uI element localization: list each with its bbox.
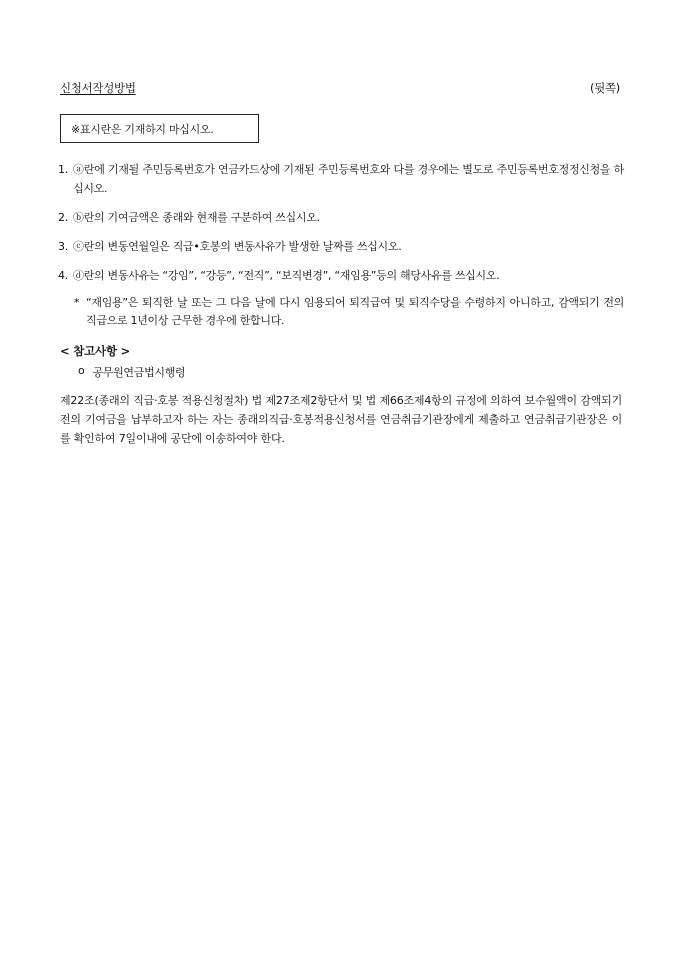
footnote-text: “재임용”은 퇴직한 날 또는 그 다음 날에 다시 임용되어 퇴직급여 및 퇴직수당을 수령하지 아니하고, 감액되기 전의 직급으로 1년이상 근무한 경우에 한합니다. (86, 296, 624, 327)
reference-law-line (78, 364, 185, 380)
notice-box (60, 114, 259, 143)
instruction-number: 3. (58, 240, 68, 253)
page-title: 신청서작성방법 (60, 81, 136, 95)
footnote-mark: * (74, 296, 80, 309)
reference-law-title: 공무원연금법시행령 (92, 366, 186, 379)
instruction-number: 2. (58, 211, 68, 224)
instruction-item (58, 266, 624, 285)
instruction-text: ⓑ란의 기여금액은 종래와 현재를 구분하여 쓰십시오. (73, 211, 320, 224)
reference-body: 제22조(종래의 직급·호봉 적용신청절차) 법 제27조제2항단서 및 법 제66조제4항의 규정에 의하여 보수월액이 감액되기 전의 기여금을 납부하고자 하는 자는 종래의직급·호봉적용신청서를 연금취급기관장에게 제출하고 연금취급기관장은 이를 확인하여 7일이내에 공단에 이송하여야 한다. (60, 394, 622, 445)
instruction-item (58, 237, 624, 256)
instruction-text: ⓐ란에 기재될 주민등록번호가 연금카드상에 기재된 주민등록번호와 다를 경우에는 별도로 주민등록번호정정신청을 하십시오. (73, 163, 624, 195)
reference-law-bullet: o (78, 364, 85, 377)
instruction-number: 4. (58, 269, 68, 282)
notice-text: ※표시란은 기재하지 마십시오. (71, 122, 214, 136)
instruction-item (58, 160, 624, 198)
instruction-item (58, 208, 624, 227)
footnote (58, 294, 624, 330)
instruction-number: 1. (58, 163, 68, 176)
instruction-text: ⓒ란의 변동연월일은 직급•호봉의 변동사유가 발생한 날짜를 쓰십시오. (73, 240, 402, 253)
instruction-list (58, 160, 624, 330)
instruction-text: ⓓ란의 변동사유는 “강임”, “강등”, “전직”, “보직변경”, “재임용”등의 해당사유를 쓰십시오. (73, 269, 500, 282)
page-side-label: (뒷쪽) (590, 81, 620, 95)
reference-heading: < 참고사항 > (60, 344, 131, 358)
